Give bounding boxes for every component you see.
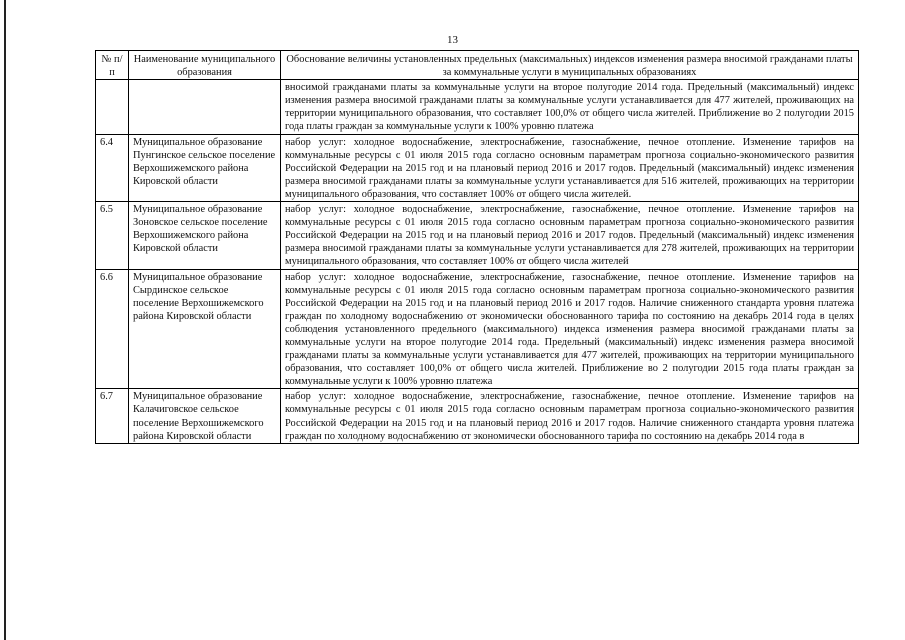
row-municipality-name: Муниципальное образование Зоновское сельское поселение Верхошижемского района Кировской области bbox=[129, 202, 281, 269]
header-municipality-name: Наименование муниципального образования bbox=[129, 51, 281, 80]
table-row bbox=[96, 134, 859, 201]
row-justification-text: набор услуг: холодное водоснабжение, электроснабжение, газоснабжение, печное отопление. Изменение тарифов на коммунальные ресурсы с 01 июля 2015 года согласно основным параметрам прогноза социально-экономического развития Российской Федерации на 2015 год и на плановый период 2016 и 2017 годов. Наличие сниженного стандарта уровня платежа граждан по холодному водоснабжению от экономически обоснованного тарифа по состоянию на декабрь 2014 года в bbox=[281, 389, 859, 443]
table-row bbox=[96, 389, 859, 443]
table-row bbox=[96, 269, 859, 389]
row-justification-text: набор услуг: холодное водоснабжение, электроснабжение, газоснабжение, печное отопление. Изменение тарифов на коммунальные ресурсы с 01 июля 2015 года согласно основным параметрам прогноза социально-экономического развития Российской Федерации на 2015 год и на плановый период 2016 и 2017 годов. Предельный (максимальный) индекс изменения размера вносимой гражданами платы за коммунальные услуги устанавливается для 516 жителей, проживающих на территории муниципального образования, что составляет 100% от общего числа жителей. bbox=[281, 134, 859, 201]
row-municipality-name bbox=[129, 80, 281, 134]
row-justification-text: набор услуг: холодное водоснабжение, электроснабжение, газоснабжение, печное отопление. Изменение тарифов на коммунальные ресурсы с 01 июля 2015 года согласно основным параметрам прогноза социально-экономического развития Российской Федерации на 2015 год и на плановый период 2016 и 2017 годов. Предельный (максимальный) индекс изменения размера вносимой гражданами платы за коммунальные услуги устанавливается для 278 жителей, проживающих на территории муниципального образования, что составляет 100% от общего числа жителей bbox=[281, 202, 859, 269]
row-number: 6.4 bbox=[96, 134, 129, 201]
scan-edge-line bbox=[4, 0, 6, 640]
tariff-index-table bbox=[95, 50, 859, 444]
table-row bbox=[96, 202, 859, 269]
row-number: 6.6 bbox=[96, 269, 129, 389]
row-number bbox=[96, 80, 129, 134]
page-number: 13 bbox=[447, 34, 458, 46]
header-number: № п/п bbox=[96, 51, 129, 80]
row-municipality-name: Муниципальное образование Пунгинское сельское поселение Верхошижемского района Кировской области bbox=[129, 134, 281, 201]
table-row bbox=[96, 80, 859, 134]
row-municipality-name: Муниципальное образование Калачиговское сельское поселение Верхошижемского района Кировской области bbox=[129, 389, 281, 443]
table-header-row bbox=[96, 51, 859, 80]
row-number: 6.7 bbox=[96, 389, 129, 443]
header-justification: Обоснование величины установленных предельных (максимальных) индексов изменения размера вносимой гражданами платы за коммунальные услуги в муниципальных образованиях bbox=[281, 51, 859, 80]
row-justification-text: вносимой гражданами платы за коммунальные услуги на второе полугодие 2014 года. Предельный (максимальный) индекс изменения размера вносимой гражданами платы за коммунальные услуги устанавливается для 477 жителей, проживающих на территории муниципального образования, что составляет 100,0% от общего числа жителей. Приближение во 2 полугодии 2015 года платы граждан за коммунальные услуги к 100% уровню платежа bbox=[281, 80, 859, 134]
row-justification-text: набор услуг: холодное водоснабжение, электроснабжение, газоснабжение, печное отопление. Изменение тарифов на коммунальные ресурсы с 01 июля 2015 года согласно основным параметрам прогноза социально-экономического развития Российской Федерации на 2015 год и на плановый период 2016 и 2017 годов. Наличие сниженного стандарта уровня платежа граждан по холодному водоснабжению от экономически обоснованного тарифа по состоянию на декабрь 2014 года в целях соблюдения установленного предельного (максимального) индекса изменения размера вносимой гражданами платы за коммунальные услуги на второе полугодие 2014 года. Предельный (максимальный) индекс изменения размера вносимой гражданами платы за коммунальные услуги устанавливается для 477 жителей, проживающих на территории муниципального образования, что составляет 100,0% от общего числа жителей. Приближение во 2 полугодии 2015 года платы граждан за коммунальные услуги к 100% уровню платежа bbox=[281, 269, 859, 389]
row-number: 6.5 bbox=[96, 202, 129, 269]
row-municipality-name: Муниципальное образование Сырдинское сельское поселение Верхошижемского района Кировской области bbox=[129, 269, 281, 389]
